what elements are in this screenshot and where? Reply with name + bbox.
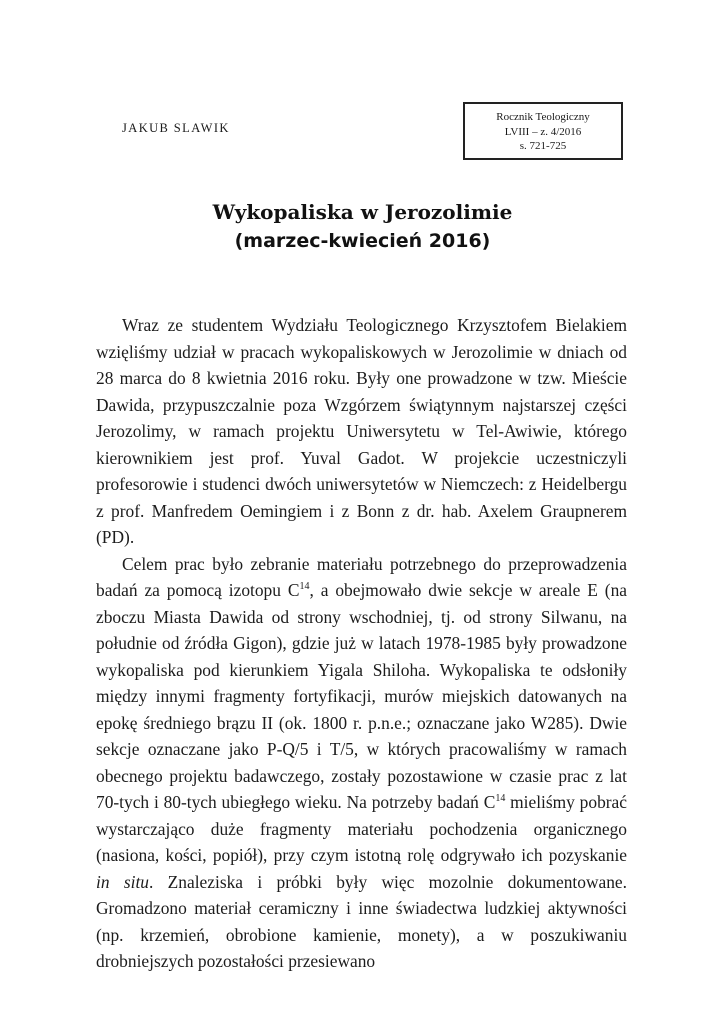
title-line-1: Wykopaliska w Jerozolimie (212, 200, 513, 224)
title-line-2: (marzec-kwiecień 2016) (234, 230, 491, 252)
paragraph-2 (96, 551, 627, 975)
journal-info-box (463, 102, 623, 160)
paragraph-2-text-b: , a obejmowało dwie sekcje w areale E (na zboczu Miasta Dawida od strony wschodniej, tj. od strony Silwanu, na południe od źródła Gigon), gdzie już w latach 1978-1985 były prowadzone wykopaliska pod kierunkiem Yigala Shiloha. Wykopaliska te odsłoniły między innymi fragmenty fortyfikacji, murów miejskich datowanych na epokę średniego brązu II (ok. 1800 r. p.n.e.; oznaczane jako W285). Dwie sekcje oznaczane jako P-Q/5 i T/5, w których pracowaliśmy w ramach obecnego projektu badawczego, zostały pozostawione w czasie prac z lat 70-tych i 80-tych ubiegłego wieku. Na potrzeby badań C (96, 580, 627, 812)
paragraph-1: Wraz ze studentem Wydziału Teologicznego Krzysztofem Bielakiem wzięliśmy udział w pracach wykopaliskowych w Jerozolimie w dniach od 28 marca do 8 kwietnia 2016 roku. Były one prowadzone w tzw. Mieście Dawida, przypuszczalnie poza Wzgórzem świątynnym najstarszej części Jerozolimy, w ramach projektu Uniwersytetu w Tel-Awiwie, którego kierownikiem jest prof. Yuval Gadot. W projekcie uczestniczyli profesorowie i studenci dwóch uniwersytetów w Niemczech: z Heidelbergu z prof. Manfredem Oemingiem i z Bonn z dr. hab. Axelem Graupnerem (PD). (96, 315, 627, 547)
paragraph-2-text-a: Celem prac było zebranie materiału potrzebnego do przeprowadzenia badań za pomocą izotopu C (96, 553, 627, 600)
italic-in-situ: in situ (96, 871, 149, 892)
article-body (96, 312, 627, 975)
journal-name: Rocznik Teologiczny (496, 111, 590, 123)
superscript-14: 14 (495, 793, 506, 805)
journal-pages: s. 721-725 (519, 140, 567, 152)
superscript-14: 14 (299, 581, 310, 593)
paragraph-2-text-d: . Znaleziska i próbki były więc mozolnie dokumentowane. Gromadzono materiał ceramiczny i inne świadectwa ludzkiej aktywności (np. krzemień, obrobione kamienie, monety), a w poszukiwaniu drobniejszych pozostałości przesiewano (96, 871, 627, 971)
author-name: JAKUB SLAWIK (122, 121, 230, 135)
article-title (90, 198, 635, 256)
journal-volume: LVIII – z. 4/2016 (504, 125, 582, 138)
paragraph-2-text-c: mieliśmy pobrać wystarczająco duże fragmenty materiału pochodzenia organicznego (nasiona, kości, popiół), przy czym istotną rolę odgrywało ich pozyskanie (96, 792, 627, 865)
